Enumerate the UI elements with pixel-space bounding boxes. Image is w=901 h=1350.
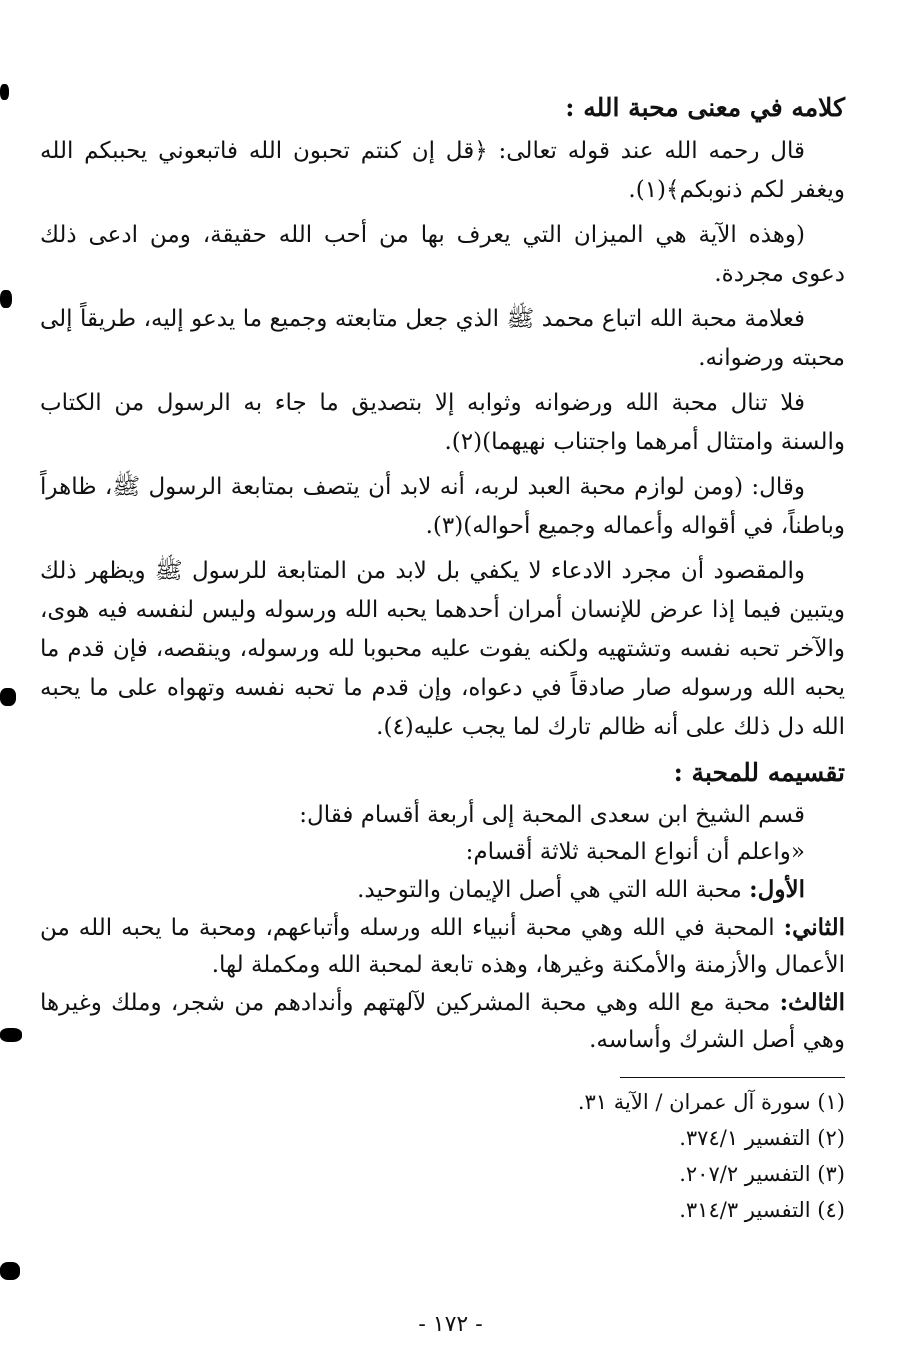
- third-type-text: محبة مع الله وهي محبة المشركين لآلهتهم وأندادهم من شجر، وملك وغيرها وهي أصل الشرك وأساسه.: [40, 990, 845, 1053]
- footnote-3: (٣) التفسير ٢٠٧/٢.: [679, 1162, 845, 1186]
- scan-blot: [0, 1262, 20, 1280]
- heading-division: تقسيمه للمحبة :: [673, 758, 845, 787]
- first-type: [40, 871, 845, 909]
- division-list: [40, 797, 845, 1059]
- footnote-rule: [620, 1077, 845, 1078]
- footnote-1: (١) سورة آل عمران / الآية ٣١.: [577, 1090, 845, 1114]
- footnote-2: (٢) التفسير ٣٧٤/١.: [679, 1126, 845, 1150]
- second-type: [40, 909, 845, 984]
- paragraph-4: فلا تنال محبة الله ورضوانه وثوابه إلا بتصديق ما جاء به الرسول من الكتاب والسنة وامتثال أمرهما واجتناب نهيهما)(٢).: [40, 390, 845, 455]
- footnote-4: (٤) التفسير ٣١٤/٣.: [679, 1198, 845, 1222]
- third-type: [40, 984, 845, 1059]
- paragraph-1: قال رحمه الله عند قوله تعالى: ﴿قل إن كنتم تحبون الله فاتبعوني يحببكم الله ويغفر لكم ذنوبكم﴾(١).: [40, 138, 845, 203]
- division-intro: قسم الشيخ ابن سعدى المحبة إلى أربعة أقسام فقال:: [299, 802, 805, 828]
- page-number: - ١٧٢ -: [418, 1312, 483, 1337]
- scan-blot: [0, 84, 9, 100]
- scan-blot: [0, 290, 12, 308]
- second-type-text: المحبة في الله وهي محبة أنبياء الله ورسله وأتباعهم، ومحبة ما يحبه الله من الأعمال والأزمنة والأمكنة وغيرها، وهذه تابعة لمحبة الله ومكملة لها.: [40, 915, 845, 978]
- quote-opening: «واعلم أن أنواع المحبة ثلاثة أقسام:: [465, 839, 805, 865]
- page-body: [40, 88, 845, 1228]
- third-type-label: الثالث:: [779, 989, 845, 1016]
- first-type-text: محبة الله التي هي أصل الإيمان والتوحيد.: [357, 877, 742, 903]
- scan-blot: [0, 688, 16, 706]
- second-type-label: الثاني:: [783, 914, 845, 941]
- scan-blot: [0, 1028, 22, 1042]
- footnotes: [40, 1084, 845, 1228]
- paragraph-3: فعلامة محبة الله اتباع محمد ﷺ الذي جعل متابعته وجميع ما يدعو إليه، طريقاً إلى محبته ورضوانه.: [40, 306, 845, 371]
- paragraph-2: (وهذه الآية هي الميزان التي يعرف بها من أحب الله حقيقة، ومن ادعى ذلك دعوى مجردة.: [40, 222, 845, 287]
- heading-love-meaning: كلامه في معنى محبة الله :: [565, 93, 845, 122]
- first-type-label: الأول:: [749, 876, 805, 903]
- paragraph-6: والمقصود أن مجرد الادعاء لا يكفي بل لابد من المتابعة للرسول ﷺ ويظهر ذلك ويتبين فيما إذا عرض للإنسان أمران أحدهما يحبه الله ورسوله وليس لنفسه فيه هوى، والآخر تحبه نفسه وتشتهيه ولكنه يفوت عليه محبوبا لله ورسوله، وينقصه، فإن قدم ما يحبه الله ورسوله صار صادقاً في دعواه، وإن قدم ما تحبه نفسه وتهواه على ما يحبه الله دل ذلك على أنه ظالم تارك لما يجب عليه(٤).: [40, 558, 845, 740]
- paragraph-5: وقال: (ومن لوازم محبة العبد لربه، أنه لابد أن يتصف بمتابعة الرسول ﷺ، ظاهراً وباطناً، في أقواله وأعماله وجميع أحواله)(٣).: [40, 474, 845, 539]
